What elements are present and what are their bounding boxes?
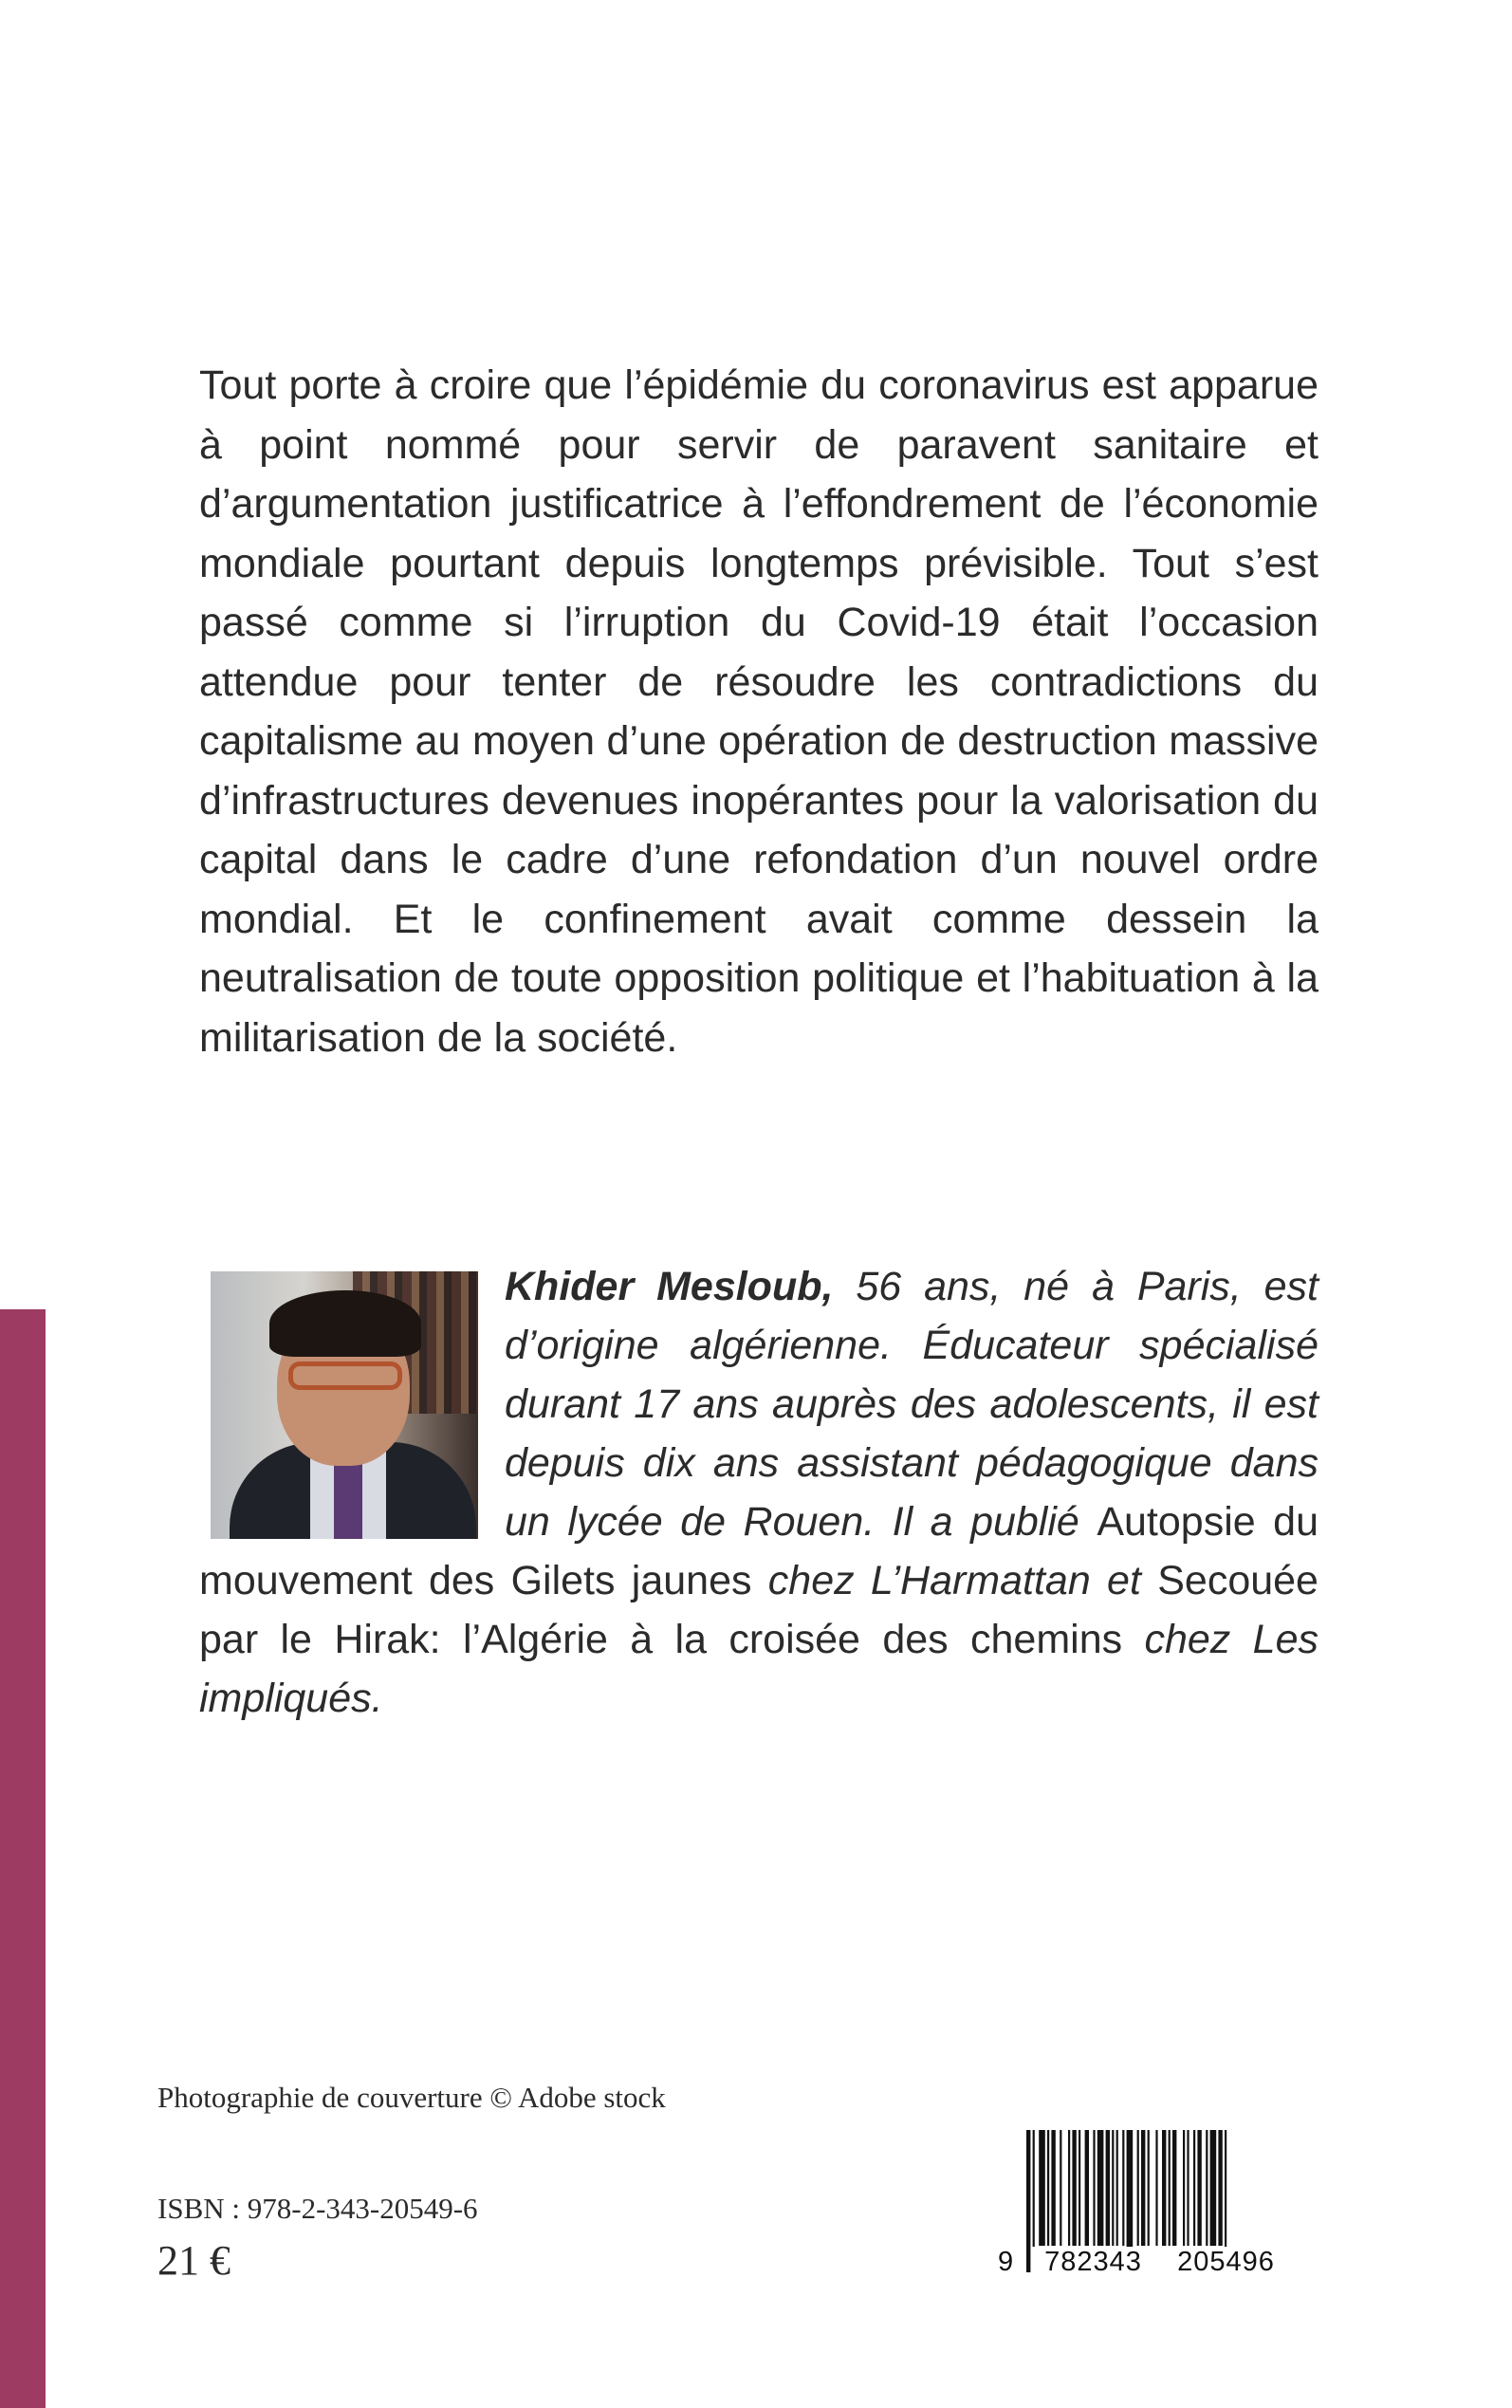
barcode-left-group: 782343 (1032, 2247, 1155, 2278)
price: 21 € (157, 2237, 230, 2284)
spine-color-bar (0, 1309, 46, 2408)
author-bio (199, 1257, 1318, 1728)
bio-publisher-1: chez L’Harmattan et (751, 1558, 1158, 1603)
book-title-1: Autopsie du mouvement des Gilets jaunes (199, 1499, 1318, 1603)
barcode-right-group: 205496 (1162, 2247, 1290, 2278)
barcode-digits (998, 2247, 1290, 2278)
barcode-first-digit: 9 (998, 2247, 1014, 2277)
back-cover-blurb: Tout porte à croire que l’épidémie du coronavirus est apparue à point nommé pour servir de paravent sanitaire et d’argumentation justificatrice à l’effondrement de l’économie mondiale pourtant depuis longtemps prévisible. Tout s’est passé comme si l’irruption du Covid-19 était l’occasion attendue pour tenter de résoudre les contradictions du capitalisme au moyen d’une opération de destruction massive d’infrastructures devenues inopérantes pour la valorisation du capital dans le cadre d’une refondation d’un nouvel ordre mondial. Et le confinement avait comme dessein la neutralisation de toute opposition politique et l’habituation à la militarisation de la société. (199, 362, 1318, 1061)
bio-publisher-2: chez Les impliqués. (199, 1617, 1318, 1721)
isbn: ISBN : 978-2-343-20549-6 (157, 2192, 478, 2225)
author-name: Khider Mesloub, (505, 1264, 834, 1309)
bio-intro: 56 ans, né à Paris, est d’origine algérienne. Éducateur spécialisé durant 17 ans auprès des adolescents, il est depuis dix ans assistant pédagogique dans un lycée de Rouen. Il a publié (505, 1264, 1319, 1545)
photo-credit: Photographie de couverture © Adobe stock (157, 2081, 666, 2114)
book-title-2: Secouée par le Hirak: l’Algérie à la croisée des chemins (199, 1558, 1318, 1662)
author-photo (211, 1271, 478, 1539)
